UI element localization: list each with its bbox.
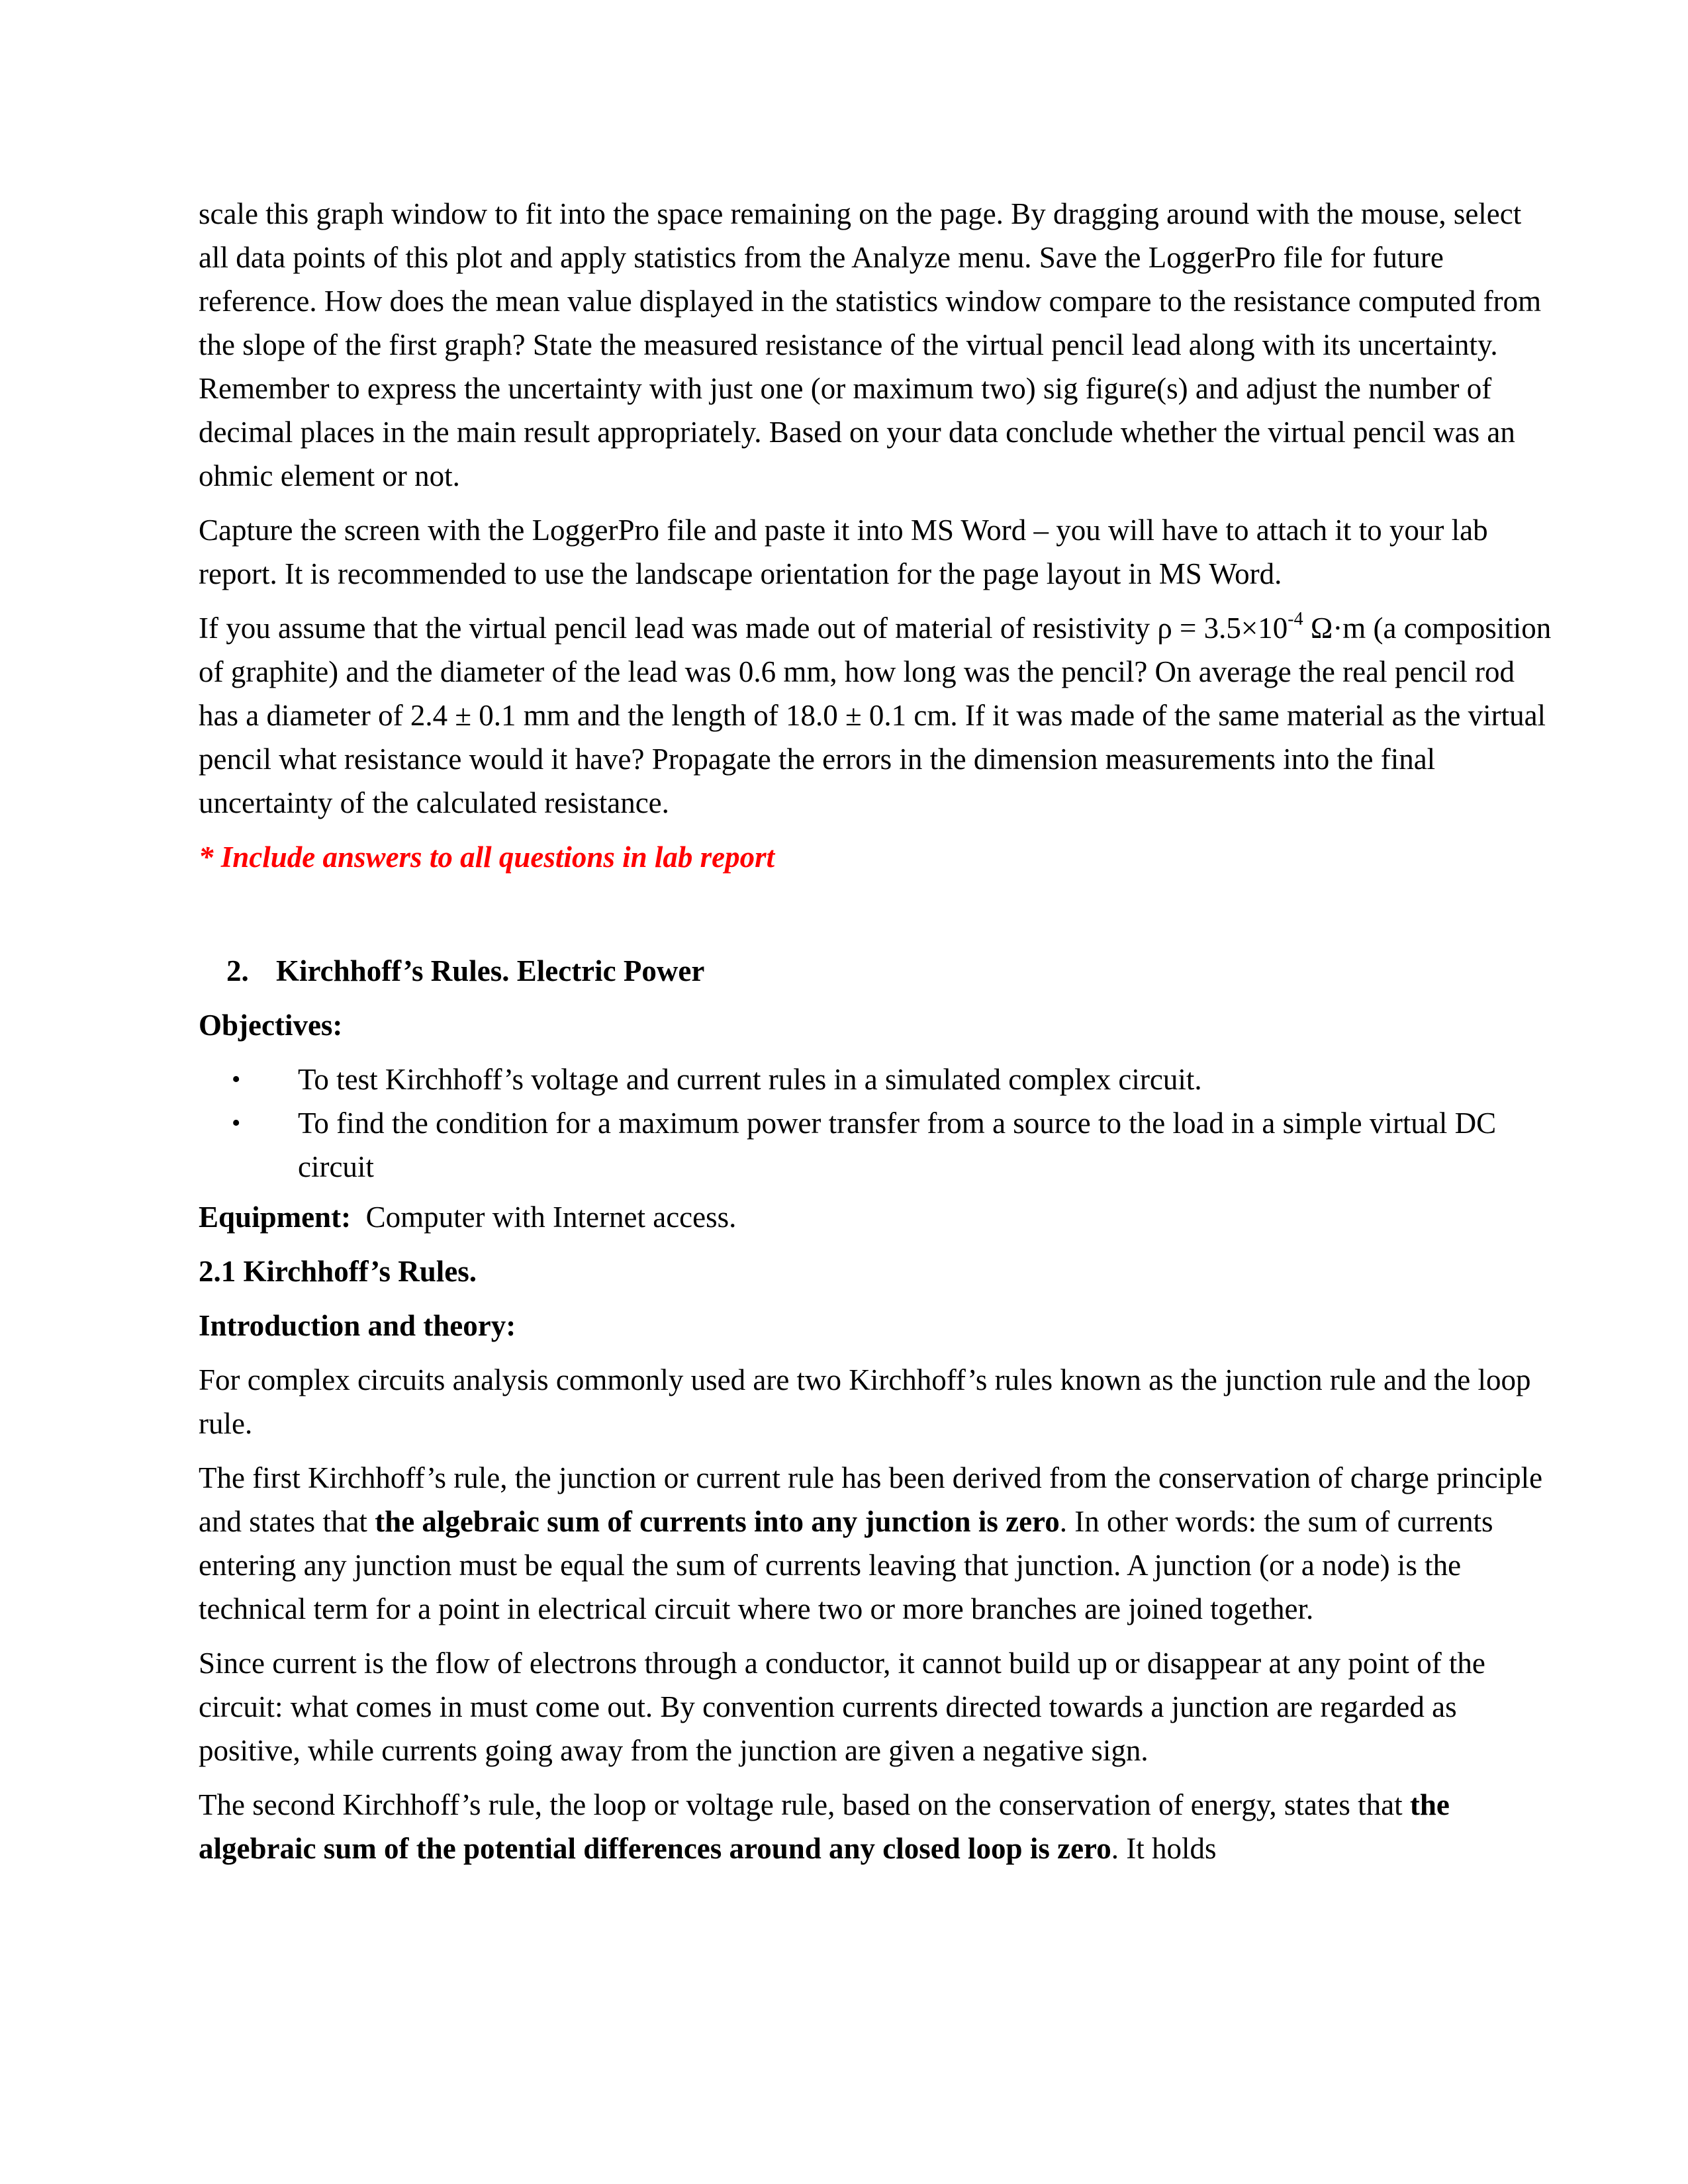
section-number: 2. (226, 954, 249, 987)
section-heading (199, 949, 1556, 993)
intro-heading: Introduction and theory: (199, 1309, 516, 1342)
section-title: Kirchhoff’s Rules. Electric Power (276, 954, 705, 987)
paragraph-statistics-instructions: scale this graph window to fit into the space remaining on the page. By dragging around with the mouse, select all data points of this plot and apply statistics from the Analyze menu. Save the LoggerPro file for future reference. How does the mean value displayed in the statistics window compare to the resistance computed from the slope of the first graph? State the measured resistance of the virtual pencil lead along with its uncertainty. Remember to express the uncertainty with just one (or maximum two) sig figure(s) and adjust the number of decimal places in the main result appropriately. Based on your data conclude whether the virtual pencil was an ohmic element or not. (199, 197, 1542, 492)
loop-text-cont: . It holds (1111, 1832, 1217, 1865)
paragraph-resistivity-question (199, 606, 1556, 825)
junction-text: The first Kirchhoff’s rule, the junction or current rule has been derived from the conservation of charge principle and states that (199, 1461, 1543, 1538)
paragraph-current-convention: Since current is the flow of electrons through a conductor, it cannot build up or disappear at any point of the circuit: what comes in must come out. By convention currents directed towards a junction are regarded as positive, while currents going away from the junction are given a negative sign. (199, 1647, 1485, 1767)
objectives-list (199, 1058, 1556, 1189)
junction-text-cont: . In other words: the sum of currents entering any junction must be equal the sum of currents leaving that junction. A junction (or a node) is the technical term for a point in electrical circuit where two or more branches are joined together. (199, 1505, 1493, 1625)
exponent: -4 (1288, 609, 1303, 629)
subsection-heading: 2.1 Kirchhoff’s Rules. (199, 1255, 477, 1288)
paragraph-kirchhoff-intro: For complex circuits analysis commonly used are two Kirchhoff’s rules known as the junction rule and the loop rule. (199, 1363, 1531, 1440)
objectives-label: Objectives: (199, 1009, 343, 1042)
objective-item (199, 1058, 1556, 1101)
lab-report-note: * Include answers to all questions in lab report (199, 841, 775, 874)
paragraph-loop-rule (199, 1783, 1556, 1870)
paragraph-capture-screen: Capture the screen with the LoggerPro file and paste it into MS Word – you will have to attach it to your lab report. It is recommended to use the landscape orientation for the page layout in MS Word. (199, 514, 1488, 590)
equipment-line (199, 1195, 1556, 1239)
resistivity-text-cont: Ω·m (a composition of graphite) and the diameter of the lead was 0.6 mm, how long was the pencil? On average the real pencil rod has a diameter of 2.4 ± 0.1 mm and the length of 18.0 ± 0.1 cm. If it was made of the same material as the virtual pencil what resistance would it have? Propagate the errors in the dimension measurements into the final uncertainty of the calculated resistance. (199, 612, 1552, 819)
objective-text: To find the condition for a maximum power transfer from a source to the load in a simple virtual DC circuit (298, 1107, 1497, 1183)
spacer (199, 889, 1556, 949)
document-page (199, 192, 1556, 1881)
objective-text: To test Kirchhoff’s voltage and current rules in a simulated complex circuit. (298, 1063, 1202, 1096)
equipment-value: Computer with Internet access. (351, 1201, 737, 1234)
equipment-label: Equipment: (199, 1201, 352, 1234)
loop-text: The second Kirchhoff’s rule, the loop or voltage rule, based on the conservation of energy, states that (199, 1788, 1410, 1821)
loop-rule-bold: the algebraic sum of the potential differences around any closed loop is zero (199, 1788, 1450, 1865)
junction-rule-bold: the algebraic sum of currents into any junction is zero (375, 1505, 1060, 1538)
bullet-icon: • (232, 1109, 241, 1137)
bullet-icon: • (232, 1066, 241, 1093)
paragraph-junction-rule (199, 1456, 1556, 1631)
resistivity-text: If you assume that the virtual pencil lead was made out of material of resistivity ρ = 3.5×10 (199, 612, 1288, 645)
objective-item (199, 1101, 1556, 1189)
